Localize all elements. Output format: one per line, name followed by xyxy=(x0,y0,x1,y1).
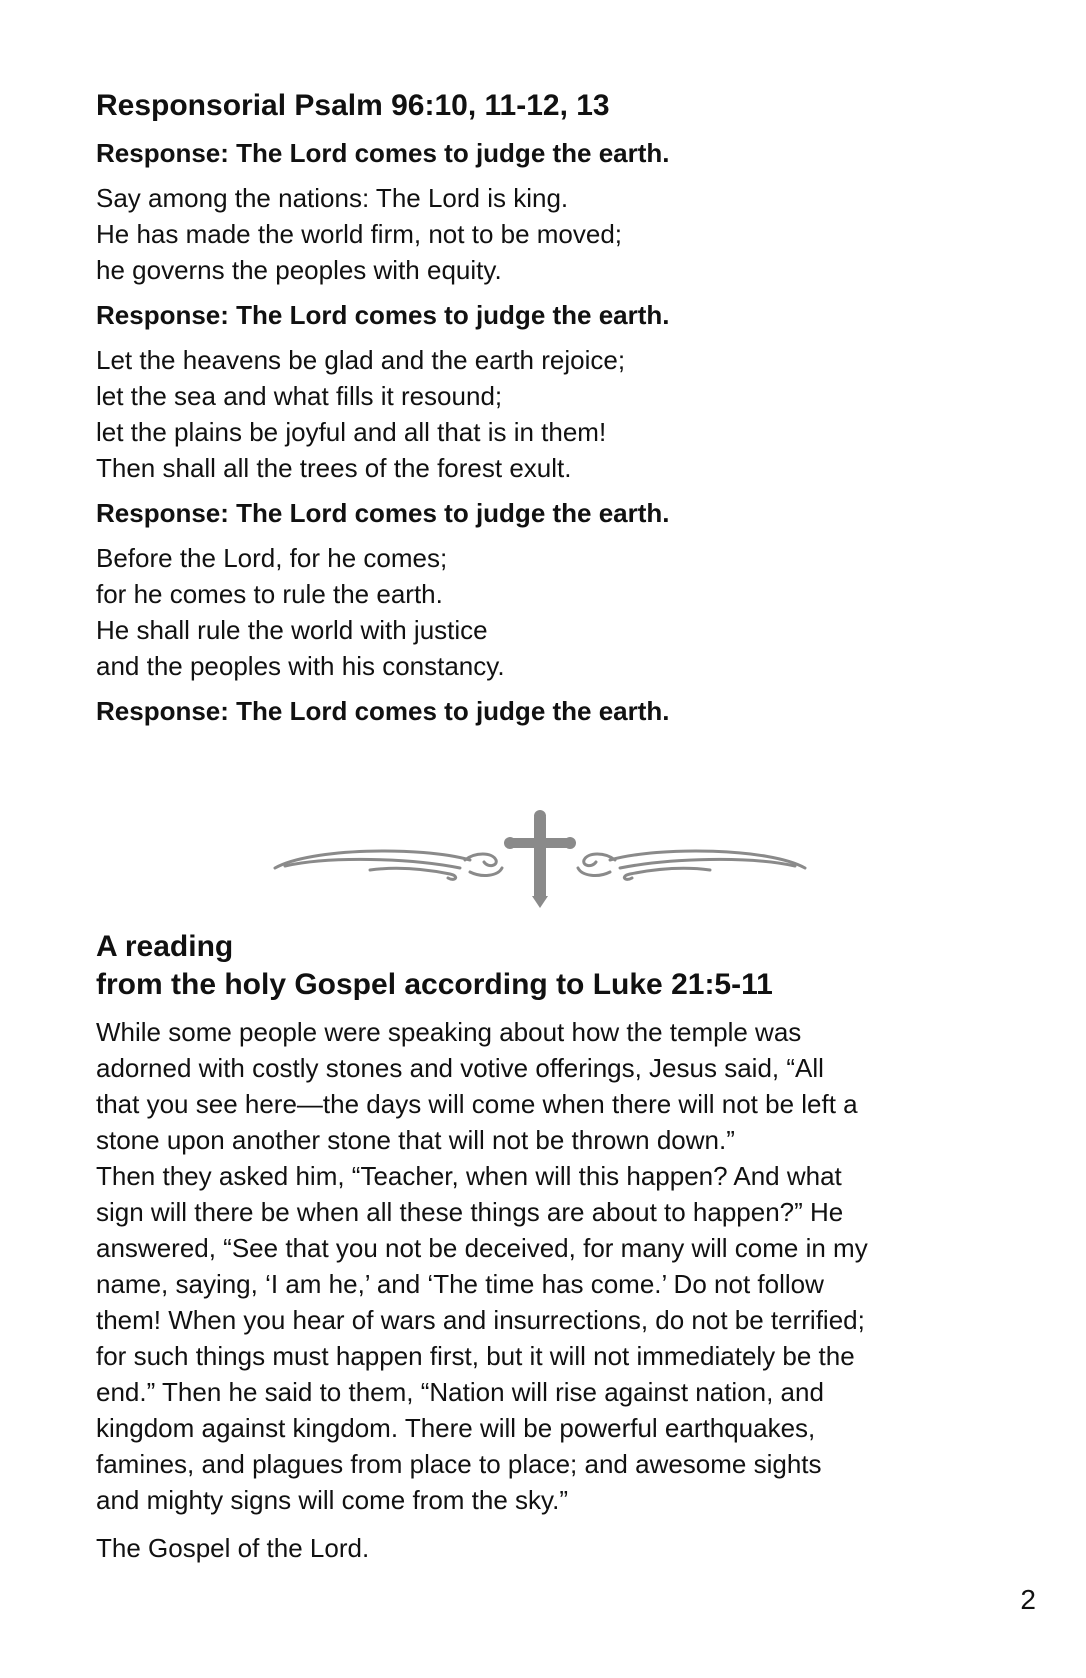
gospel-line: famines, and plagues from place to place; and awesome sights xyxy=(96,1449,822,1479)
gospel-line: While some people were speaking about how the temple was xyxy=(96,1017,802,1047)
gospel-line: and mighty signs will come from the sky.” xyxy=(96,1485,568,1515)
psalm-response: Response: The Lord comes to judge the earth. xyxy=(96,696,670,726)
psalm-response: Response: The Lord comes to judge the earth. xyxy=(96,300,670,330)
gospel-line: for such things must happen first, but it will not immediately be the xyxy=(96,1341,855,1371)
gospel-line: end.” Then he said to them, “Nation will rise against nation, and xyxy=(96,1377,824,1407)
gospel-line: answered, “See that you not be deceived, for many will come in my xyxy=(96,1233,868,1263)
gospel-line: adorned with costly stones and votive offerings, Jesus said, “All xyxy=(96,1053,824,1083)
gospel-section xyxy=(96,928,996,1566)
stanza-line: Then shall all the trees of the forest exult. xyxy=(96,453,572,483)
stanza-line: He shall rule the world with justice xyxy=(96,615,488,645)
psalm-stanza-3 xyxy=(96,540,996,684)
stanza-line: for he comes to rule the earth. xyxy=(96,579,443,609)
gospel-line: name, saying, ‘I am he,’ and ‘The time has come.’ Do not follow xyxy=(96,1269,824,1299)
gospel-heading-line2: from the holy Gospel according to Luke 21:5-11 xyxy=(96,968,773,1001)
gospel-heading xyxy=(96,928,996,1004)
psalm-stanza-1 xyxy=(96,180,996,288)
psalm-stanza-2 xyxy=(96,342,996,486)
gospel-line: kingdom against kingdom. There will be powerful earthquakes, xyxy=(96,1413,816,1443)
psalm-response: Response: The Lord comes to judge the earth. xyxy=(96,498,670,528)
gospel-line: that you see here—the days will come when there will not be left a xyxy=(96,1089,858,1119)
gospel-text xyxy=(96,1014,996,1518)
gospel-closing: The Gospel of the Lord. xyxy=(96,1533,370,1563)
gospel-line: sign will there be when all these things are about to happen?” He xyxy=(96,1197,844,1227)
gospel-line: Then they asked him, “Teacher, when will this happen? And what xyxy=(96,1161,842,1191)
gospel-line: them! When you hear of wars and insurrections, do not be terrified; xyxy=(96,1305,865,1335)
psalm-title: Responsorial Psalm 96:10, 11-12, 13 xyxy=(96,89,610,122)
stanza-line: Say among the nations: The Lord is king. xyxy=(96,183,569,213)
stanza-line: let the sea and what fills it resound; xyxy=(96,381,503,411)
stanza-line: and the peoples with his constancy. xyxy=(96,651,505,681)
stanza-line: let the plains be joyful and all that is in them! xyxy=(96,417,607,447)
gospel-heading-line1: A reading xyxy=(96,930,234,963)
cross-flourish-icon xyxy=(270,808,810,908)
stanza-line: He has made the world firm, not to be moved; xyxy=(96,219,623,249)
page-number: 2 xyxy=(1020,1584,1036,1615)
stanza-line: Before the Lord, for he comes; xyxy=(96,543,448,573)
psalm-section xyxy=(96,88,996,738)
psalm-response: Response: The Lord comes to judge the earth. xyxy=(96,138,670,168)
stanza-line: Let the heavens be glad and the earth rejoice; xyxy=(96,345,626,375)
gospel-line: stone upon another stone that will not be thrown down.” xyxy=(96,1125,735,1155)
stanza-line: he governs the peoples with equity. xyxy=(96,255,502,285)
